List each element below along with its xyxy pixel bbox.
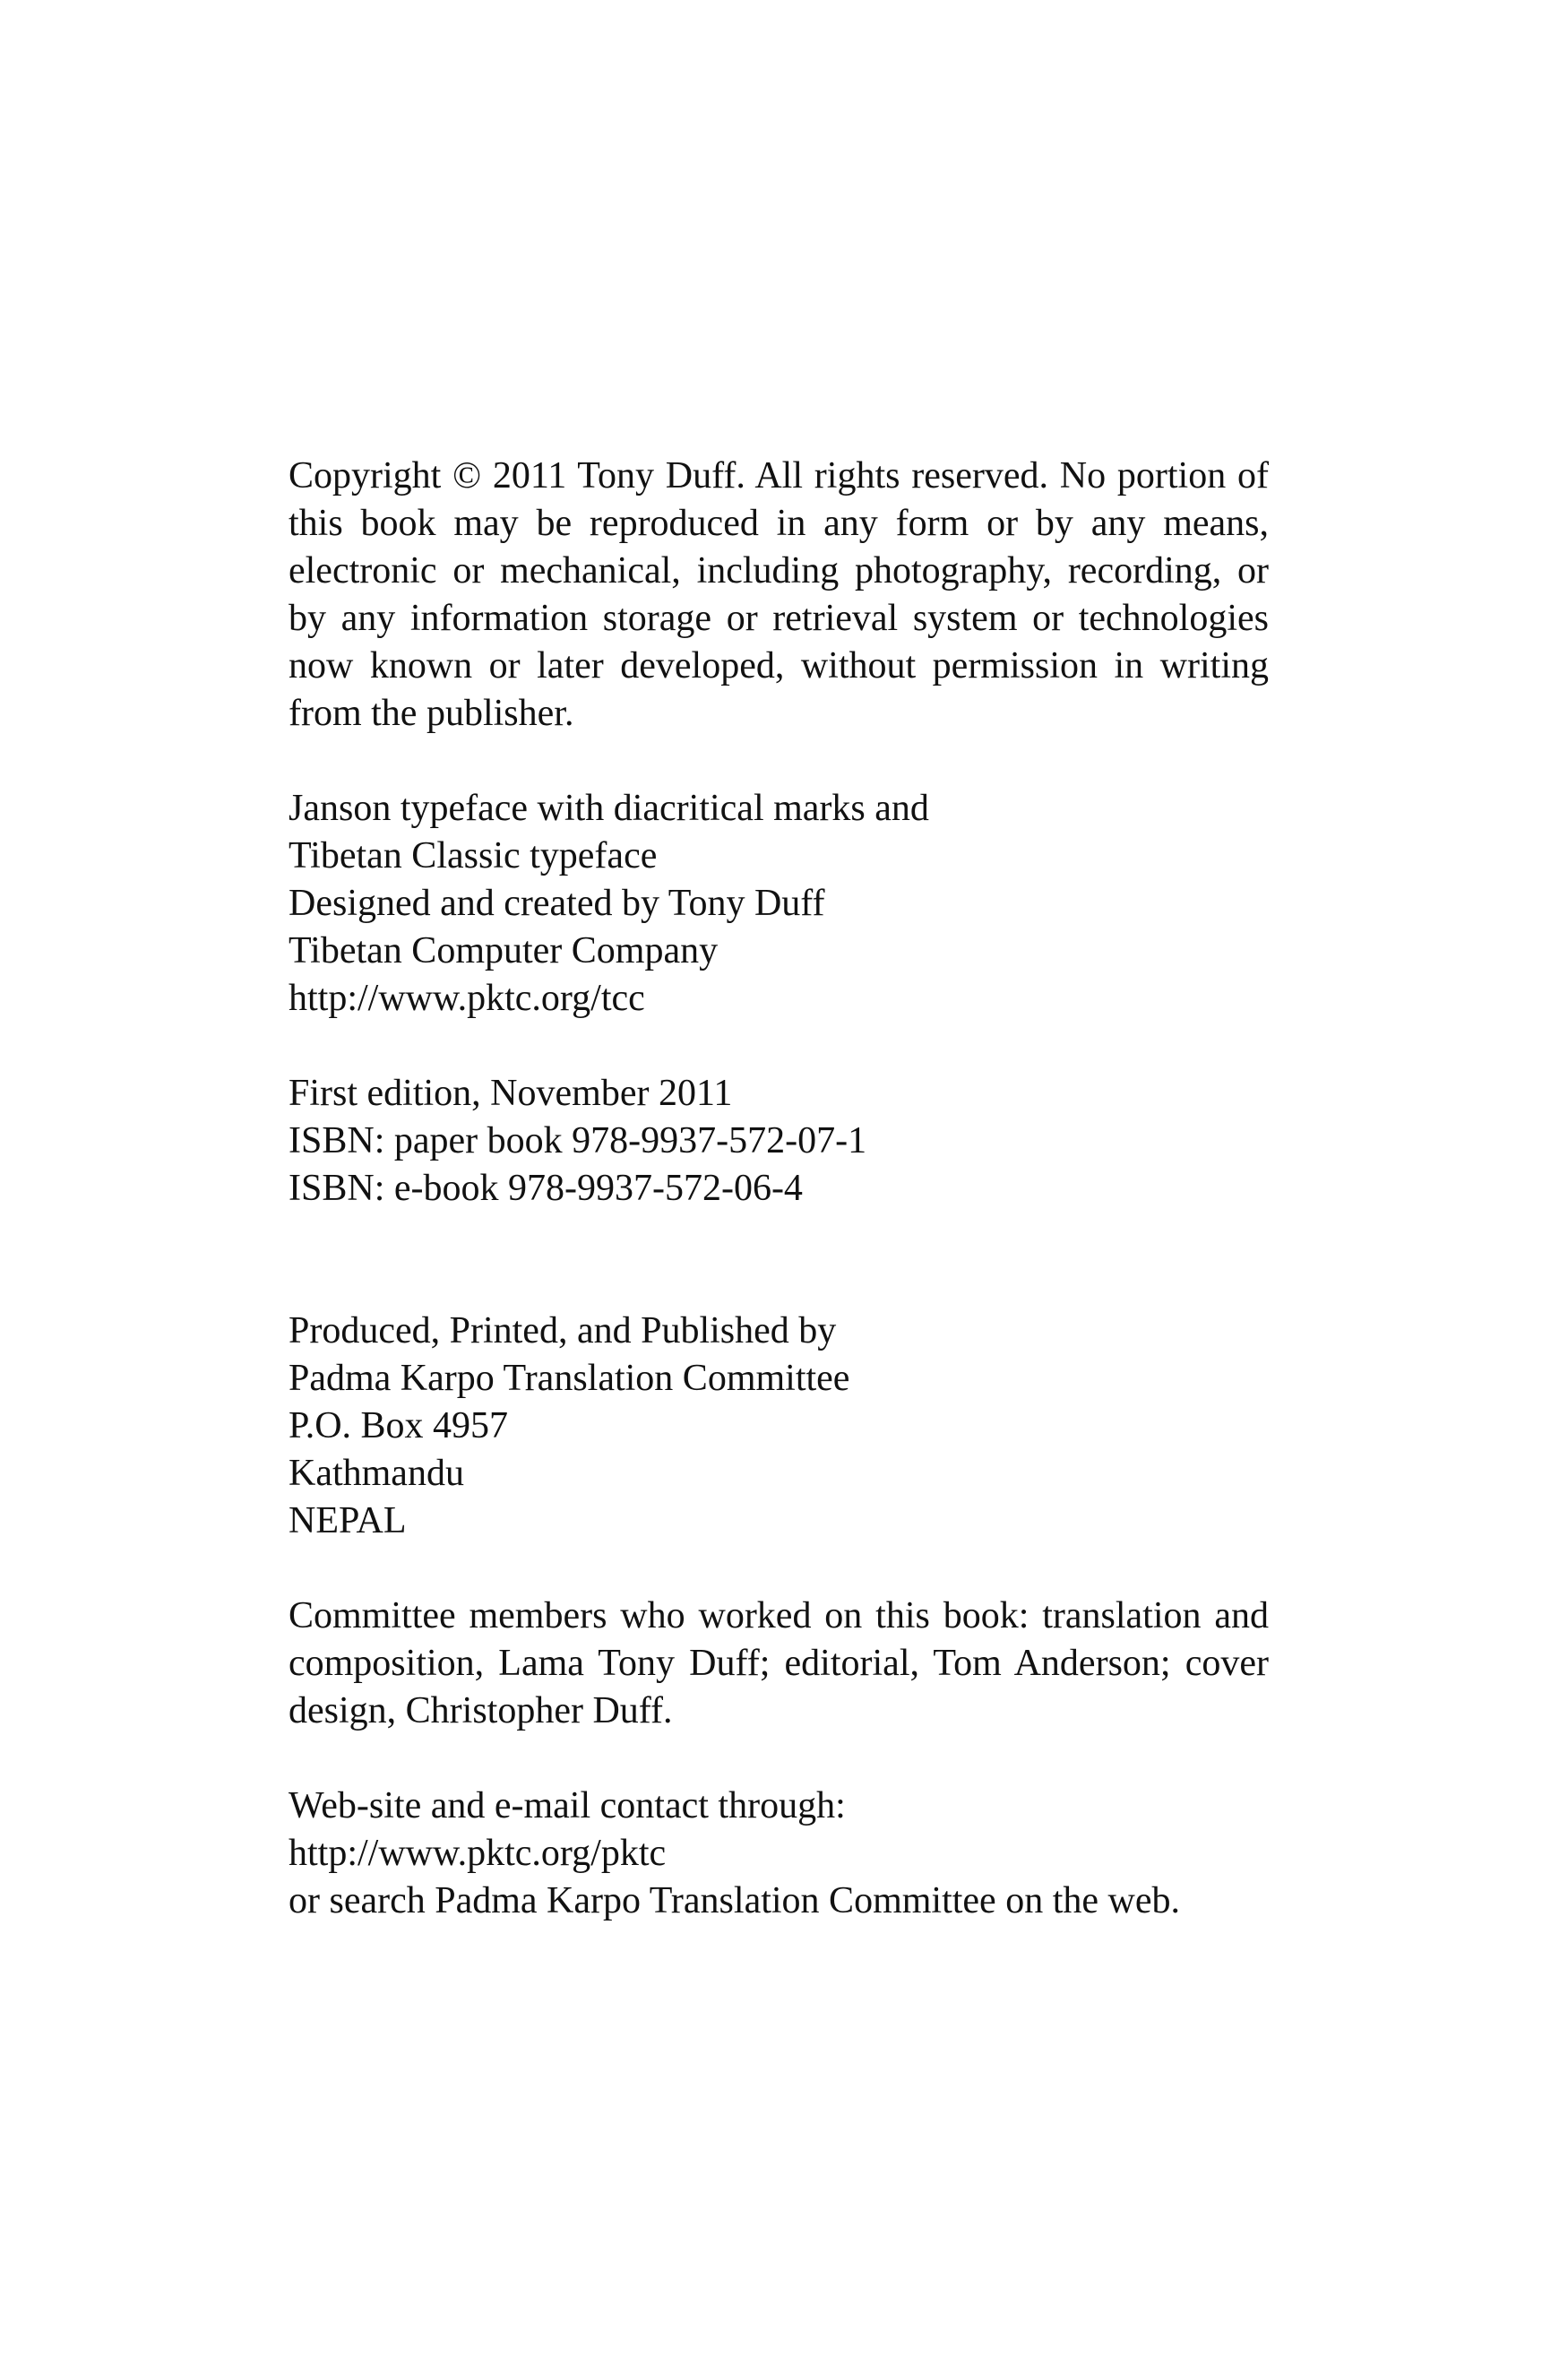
copyright-page [289,453,1269,1925]
publisher-address: P.O. Box 4957 [289,1405,509,1446]
committee-members: Committee members who worked on this book: translation and composition, Lama Tony Duff; editorial, Tom Anderson; cover design, Christopher Duff. [289,1595,1269,1731]
typeface-line: Designed and created by Tony Duff [289,883,825,924]
typeface-line: Janson typeface with diacritical marks and [289,788,929,829]
publisher-line: Produced, Printed, and Published by [289,1310,837,1351]
contact-line: or search Padma Karpo Translation Committee on the web. [289,1880,1180,1921]
typeface-url: http://www.pktc.org/tcc [289,978,645,1019]
isbn-ebook: ISBN: e-book 978-9937-572-06-4 [289,1168,803,1209]
edition-info [289,1070,1269,1213]
publisher-country: NEPAL [289,1500,407,1541]
typeface-line: Tibetan Classic typeface [289,835,658,876]
typeface-line: Tibetan Computer Company [289,930,719,971]
publisher-info [289,1308,1269,1545]
contact-line: Web-site and e-mail contact through: [289,1785,846,1826]
publisher-name: Padma Karpo Translation Committee [289,1358,850,1399]
contact-url: http://www.pktc.org/pktc [289,1833,667,1874]
typeface-credits [289,785,1269,1023]
isbn-paper: ISBN: paper book 978-9937-572-07-1 [289,1120,867,1161]
edition-line: First edition, November 2011 [289,1073,733,1114]
copyright-notice: Copyright © 2011 Tony Duff. All rights reserved. No portion of this book may be reproduced in any form or by any means, electronic or mechanical, including photography, recording, or by any information storage or retrieval system or technologies now known or later developed, without permission in writing from the publisher. [289,455,1269,734]
publisher-city: Kathmandu [289,1453,464,1494]
contact-info [289,1783,1269,1925]
